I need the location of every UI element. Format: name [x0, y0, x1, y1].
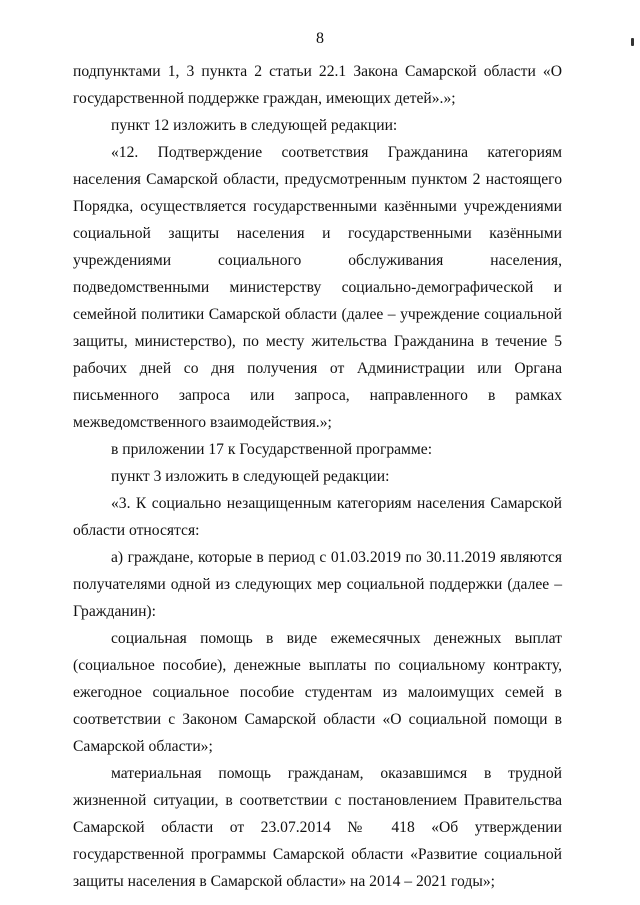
page-number: 8 [316, 30, 324, 47]
paragraph-item-12-text: «12. Подтверждение соответствия Гражданина категориям населения Самарской области, предусмотренным пунктом 2 настоящего Порядка, осуществляется государственными казёнными учреждениями социальной защиты населения и государственными казёнными учреждениями социального обслуживания населения, подведомственными министерству социально-демографической и семейной политики Самарской области (далее – учреждение социальной защиты, министерство), по месту жительства Гражданина в течение 5 рабочих дней со дня получения от Администрации или Органа письменного запроса или запроса, направленного в рамках межведомственного взаимодействия.»; [73, 144, 562, 431]
paragraph-continuation: подпунктами 1, 3 пункта 2 статьи 22.1 Закона Самарской области «О государственной поддержке граждан, имеющих детей».»; [73, 63, 562, 107]
scan-edge-mark [631, 38, 634, 46]
paragraph-item-3-instruction: пункт 3 изложить в следующей редакции: [111, 468, 390, 485]
paragraph-subitem-a: а) граждане, которые в период с 01.03.2019 по 30.11.2019 являются получателями одной из следующих мер социальной поддержки (далее – Гражданин): [73, 549, 562, 620]
document-body [73, 58, 562, 895]
paragraph-item-3-text: «3. К социально незащищенным категориям населения Самарской области относятся: [73, 495, 562, 539]
paragraph-material-assistance: материальная помощь гражданам, оказавшимся в трудной жизненной ситуации, в соответствии с постановлением Правительства Самарской области от 23.07.2014 № 418 «Об утверждении государственной программы Самарской области «Развитие социальной защиты населения в Самарской области» на 2014 – 2021 годы»; [73, 765, 562, 890]
paragraph-appendix-17: в приложении 17 к Государственной программе: [111, 441, 433, 458]
paragraph-item-12-instruction: пункт 12 изложить в следующей редакции: [111, 117, 398, 134]
paragraph-social-assistance: социальная помощь в виде ежемесячных денежных выплат (социальное пособие), денежные выплаты по социальному контракту, ежегодное социальное пособие студентам из малоимущих семей в соответствии с Законом Самарской области «О социальной помощи в Самарской области»; [73, 630, 562, 755]
